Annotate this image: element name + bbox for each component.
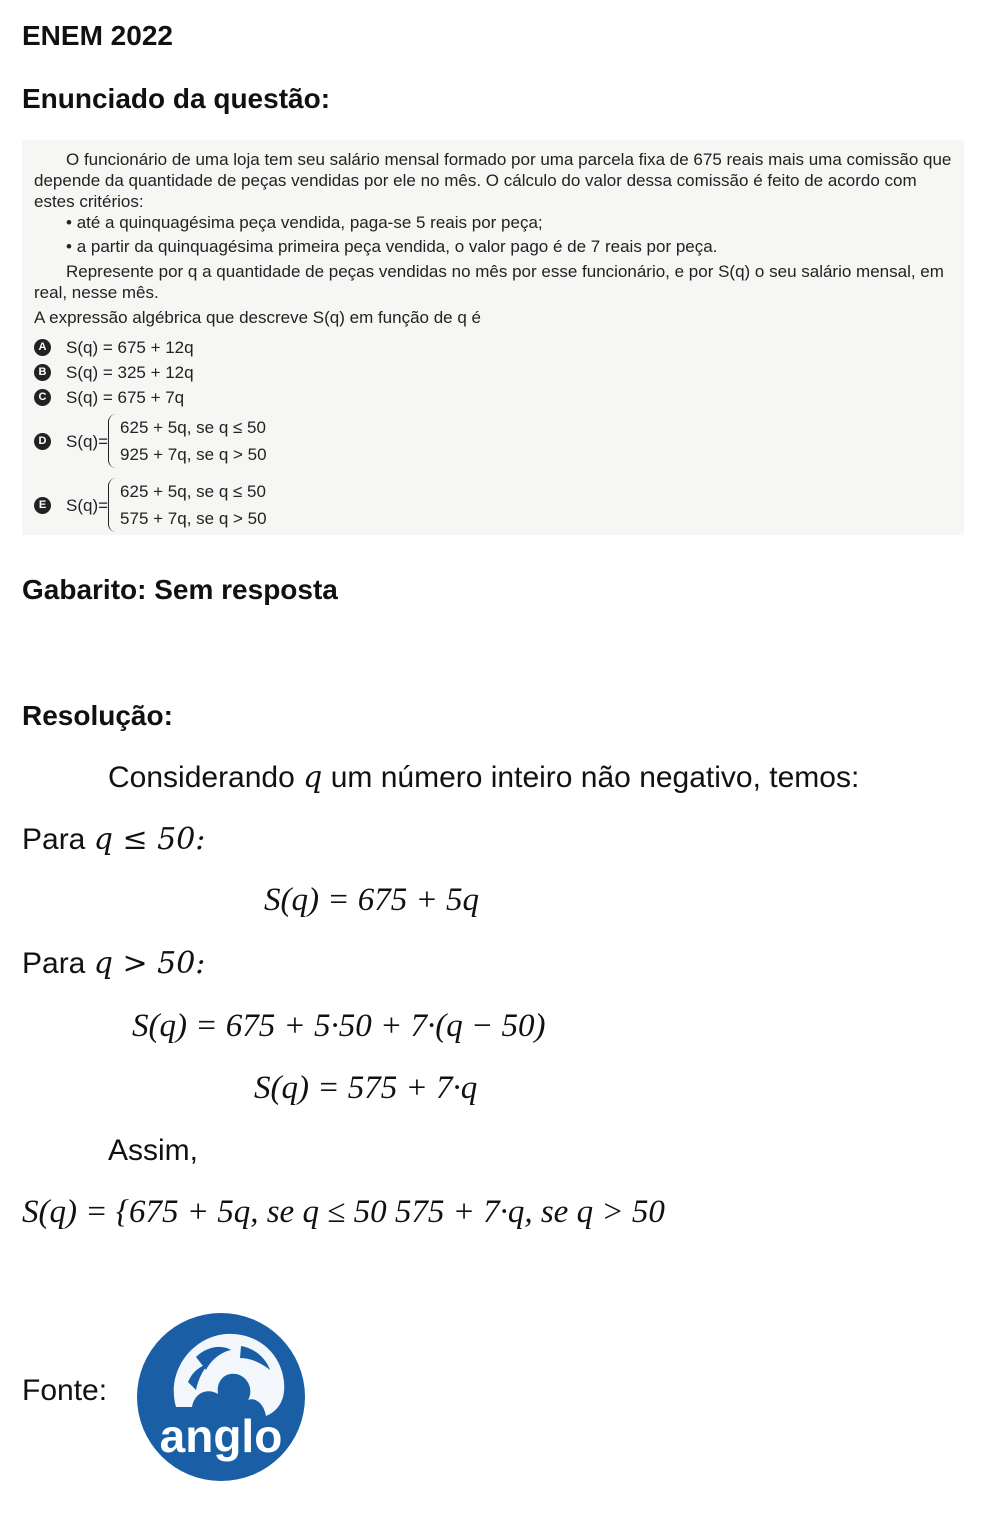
question-prompt: A expressão algébrica que descreve S(q) em função de q é	[34, 308, 481, 327]
resolution-intro: Considerando q um número inteiro não negativo, temos:	[108, 760, 860, 795]
anglo-logo	[136, 1312, 306, 1482]
piece-line-2: 925 + 7q, se q > 50	[120, 445, 267, 464]
brace-icon	[108, 414, 119, 468]
option-b[interactable]	[34, 362, 194, 383]
case-1-label: Para q ≤ 50:	[22, 822, 206, 857]
option-a[interactable]	[34, 337, 194, 358]
source-label: Fonte:	[22, 1374, 108, 1407]
case-2-equation-1: S(q) = 675 + 5·50 + 7·(q − 50)	[132, 1008, 546, 1044]
option-letter: C	[34, 389, 51, 406]
statement-heading: Enunciado da questão:	[22, 83, 331, 114]
case-1-equation: S(q) = 675 + 5q	[264, 882, 480, 918]
case-2-equation-2: S(q) = 575 + 7·q	[254, 1070, 478, 1106]
piecewise-block	[108, 414, 267, 468]
bullet-1: • até a quinquagésima peça vendida, paga-se 5 reais por peça;	[66, 213, 543, 232]
option-e[interactable]	[34, 478, 267, 532]
option-prefix: S(q)=	[66, 495, 109, 515]
option-text: S(q) = 675 + 7q	[66, 388, 185, 407]
brace-icon	[108, 478, 119, 532]
question-paragraph-1: O funcionário de uma loja tem seu salário mensal formado por uma parcela fixa de 675 reais mais uma comissão que depende da quantidade de peças vendidas por ele no mês. O cálculo do valor dessa comissão é feito de acordo com estes critérios:	[34, 150, 952, 211]
answer-key: Gabarito: Sem resposta	[22, 574, 338, 605]
logo-text: anglo	[159, 1410, 283, 1462]
piece-line-1: 625 + 5q, se q ≤ 50	[120, 482, 266, 501]
conclusion-word: Assim,	[108, 1134, 198, 1167]
piece-line-1: 625 + 5q, se q ≤ 50	[120, 418, 266, 437]
resolution-heading: Resolução:	[22, 700, 173, 731]
piecewise-block	[108, 478, 267, 532]
question-paragraph-2: Represente por q a quantidade de peças vendidas no mês por esse funcionário, e por S(q) o seu salário mensal, em real, nesse mês.	[34, 262, 944, 302]
question-scan	[22, 140, 964, 535]
exam-title: ENEM 2022	[22, 20, 173, 51]
final-equation: S(q) = {675 + 5q, se q ≤ 50 575 + 7·q, se q > 50	[22, 1194, 665, 1230]
option-text: S(q) = 675 + 12q	[66, 338, 194, 357]
case-2-label: Para q > 50:	[22, 946, 206, 981]
option-letter: B	[34, 364, 51, 381]
bullet-2: • a partir da quinquagésima primeira peça vendida, o valor pago é de 7 reais por peça.	[66, 237, 718, 256]
option-letter: A	[34, 339, 51, 356]
option-c[interactable]	[34, 387, 184, 408]
option-letter: D	[34, 433, 51, 450]
option-text: S(q) = 325 + 12q	[66, 363, 194, 382]
option-d[interactable]	[34, 414, 267, 468]
piece-line-2: 575 + 7q, se q > 50	[120, 509, 267, 528]
option-letter: E	[34, 497, 51, 514]
option-prefix: S(q)=	[66, 431, 109, 451]
